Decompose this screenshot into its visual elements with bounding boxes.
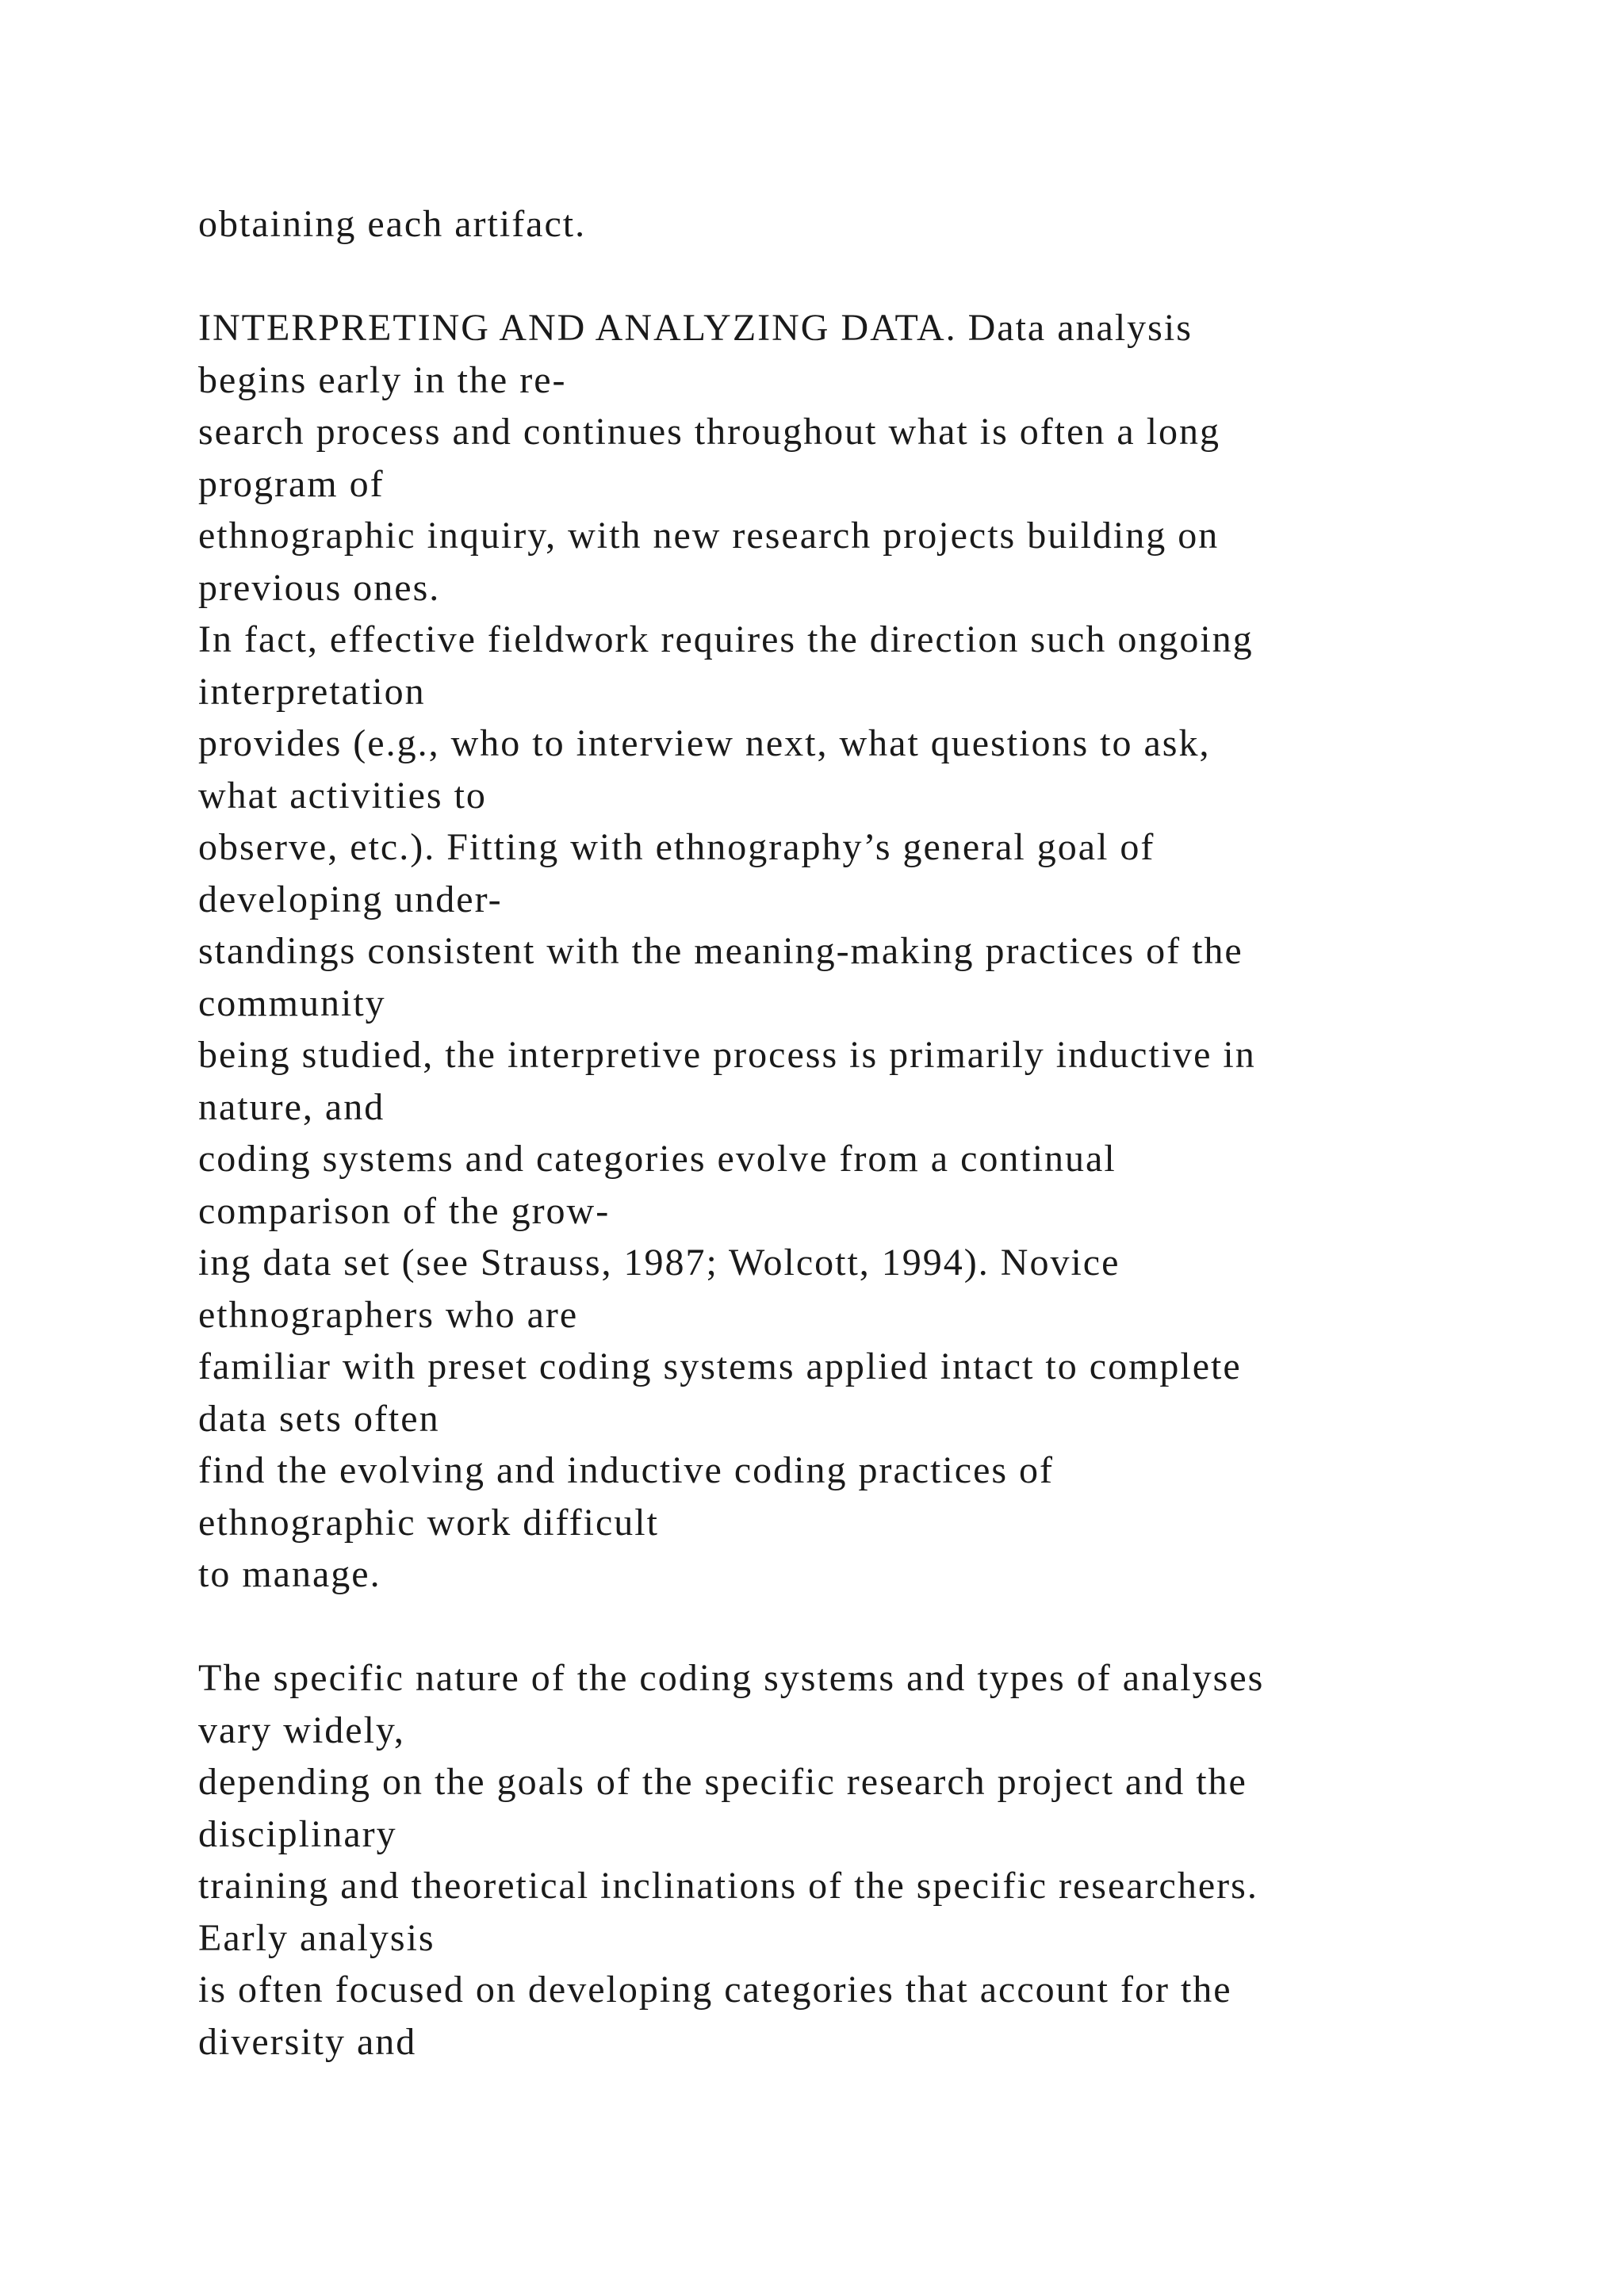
text-line: comparison of the grow-	[198, 1189, 611, 1232]
text-line: developing under-	[198, 878, 503, 920]
text-line: ethnographic work difficult	[198, 1501, 659, 1544]
text-line: what activities to	[198, 774, 487, 817]
text-line: disciplinary	[198, 1812, 397, 1855]
text-line: being studied, the interpretive process is primarily inductive in	[198, 1034, 1256, 1076]
paragraph-gap	[198, 1601, 1507, 1653]
text-line: data sets often	[198, 1397, 440, 1440]
text-line: familiar with preset coding systems applied intact to complete	[198, 1345, 1242, 1387]
paragraph-2	[198, 302, 1507, 1601]
text-line: community	[198, 982, 386, 1024]
text-line: program of	[198, 462, 385, 505]
text-line: Early analysis	[198, 1916, 435, 1959]
text-line: depending on the goals of the specific research project and the	[198, 1761, 1247, 1803]
paragraph-gap	[198, 251, 1507, 303]
text-line: standings consistent with the meaning-making practices of the	[198, 930, 1243, 972]
text-line: obtaining each artifact.	[198, 203, 587, 245]
text-line: to manage.	[198, 1553, 381, 1595]
text-line: nature, and	[198, 1085, 385, 1128]
text-line: vary widely,	[198, 1709, 405, 1751]
text-line: search process and continues throughout what is often a long	[198, 411, 1221, 453]
text-line: find the evolving and inductive coding practices of	[198, 1449, 1055, 1491]
document-page	[198, 198, 1507, 2068]
text-line: provides (e.g., who to interview next, what questions to ask,	[198, 722, 1211, 764]
text-line: ing data set (see Strauss, 1987; Wolcott, 1994). Novice	[198, 1242, 1120, 1284]
text-line: ethnographers who are	[198, 1293, 579, 1336]
text-line: The specific nature of the coding systems and types of analyses	[198, 1657, 1265, 1699]
text-line: previous ones.	[198, 566, 441, 609]
paragraph-1	[198, 198, 1507, 251]
text-line: training and theoretical inclinations of the specific researchers.	[198, 1865, 1258, 1907]
text-line: ethnographic inquiry, with new research projects building on	[198, 515, 1220, 557]
text-line: In fact, effective fieldwork requires the direction such ongoing	[198, 618, 1254, 660]
text-line: diversity and	[198, 2020, 417, 2063]
text-line: observe, etc.). Fitting with ethnography’s general goal of	[198, 826, 1155, 868]
text-line: INTERPRETING AND ANALYZING DATA. Data analysis	[198, 307, 1193, 349]
text-line: begins early in the re-	[198, 358, 567, 401]
text-line: interpretation	[198, 670, 426, 713]
paragraph-3	[198, 1652, 1507, 2068]
text-line: coding systems and categories evolve from a continual	[198, 1138, 1116, 1180]
text-line: is often focused on developing categories that account for the	[198, 1969, 1232, 2011]
